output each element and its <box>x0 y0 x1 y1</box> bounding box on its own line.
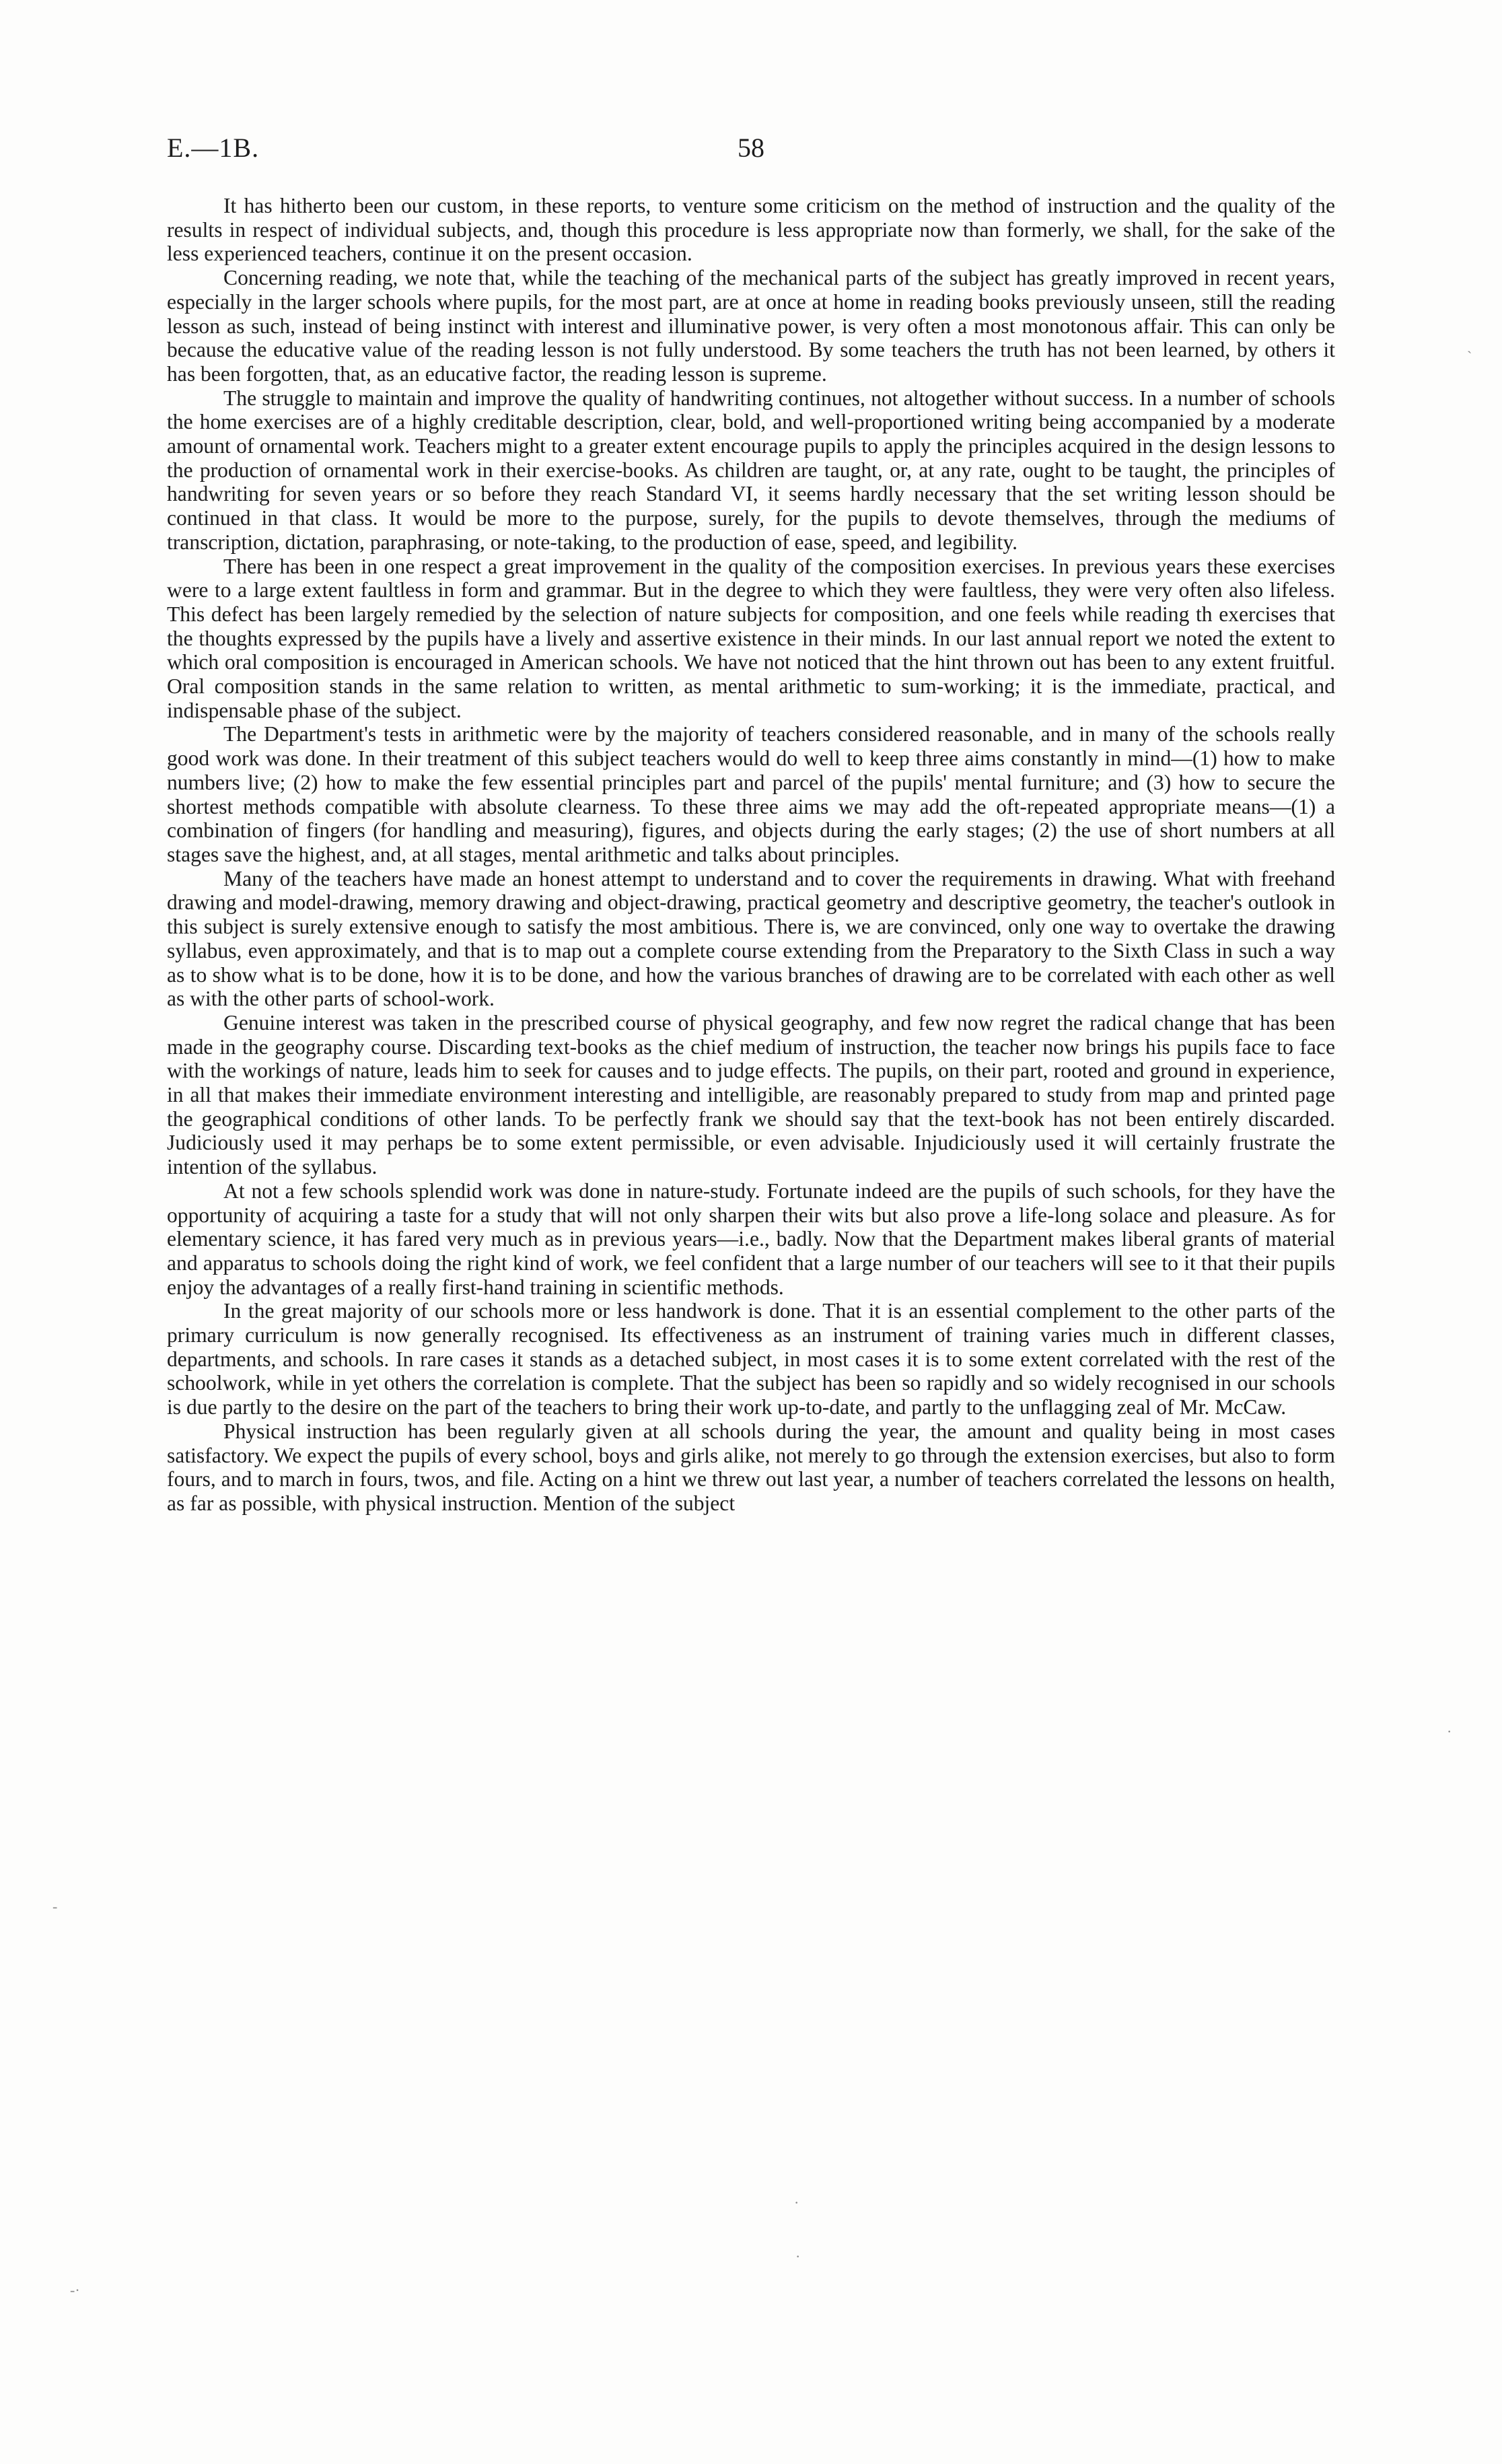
paragraph-reading: Concerning reading, we note that, while the teaching of the mechanical parts of the subject has greatly improved in recent years, especially in the larger schools where pupils, for the most part, are at once at home in reading books previously unseen, still the reading lesson as such, instead of being instinct with interest and illuminative power, is very often a most monotonous affair. This can only be because the educative value of the reading lesson is not fully understood. By some teachers the truth has not been learned, by others it has been forgotten, that, as an educative factor, the reading lesson is supreme. <box>167 266 1335 386</box>
scan-mark: · <box>1447 1723 1452 1740</box>
scan-mark: ˎ <box>1467 337 1472 353</box>
page-header <box>167 132 1335 172</box>
paragraph-physical-instruction: Physical instruction has been regularly given at all schools during the year, the amount and quality being in most cases satisfactory. We expect the pupils of every school, boys and girls alike, not merely to go through the extension exercises, but also to form fours, and to march in fours, twos, and file. Acting on a hint we threw out last year, a number of teachers correlated the lessons on health, as far as possible, with physical instruction. Mention of the subject <box>167 1419 1335 1515</box>
paragraph-nature-study: At not a few schools splendid work was done in nature-study. Fortunate indeed are the pupils of such schools, for they have the opportunity of acquiring a taste for a study that will not only sharpen their wits but also prove a life-long solace and pleasure. As for elementary science, it has fared very much as in previous years—i.e., badly. Now that the Department makes liberal grants of material and apparatus to schools doing the right kind of work, we feel confident that a large number of our teachers will see to it that their pupils enjoy the advantages of a really first-hand training in scientific methods. <box>167 1178 1335 1299</box>
report-body <box>167 194 1335 1516</box>
page-number: 58 <box>738 133 764 163</box>
document-reference: E.—1B. <box>167 133 260 163</box>
scan-mark: · <box>794 2194 799 2211</box>
paragraph-handwriting: The struggle to maintain and improve the quality of handwriting continues, not altogether without success. In a number of schools the home exercises are of a highly creditable description, clear, bold, and well-proportioned writing being accompanied by a moderate amount of ornamental work. Teachers might to a greater extent encourage pupils to apply the principles acquired in the design lessons to the production of ornamental work in their exercise-books. As children are taught, or, at any rate, ought to be taught, the principles of handwriting for seven years or so before they reach Standard VI, it seems hardly necessary that the set writing lesson should be continued in that class. It would be more to the purpose, surely, for the pupils to devote themselves, through the mediums of transcription, dictation, paraphrasing, or note-taking, to the production of ease, speed, and legibility. <box>167 386 1335 554</box>
scan-mark: -· <box>70 2282 80 2298</box>
scan-mark: · <box>795 2248 801 2265</box>
paragraph-arithmetic: The Department's tests in arithmetic were by the majority of teachers considered reasonable, and in many of the schools really good work was done. In their treatment of this subject teachers would do well to keep three aims constantly in mind—(1) how to make numbers live; (2) how to make the few essential principles part and parcel of the pupils' mental furniture; and (3) how to secure the shortest methods compatible with absolute clearness. To these three aims we may add the oft-repeated appropriate means—(1) a combination of fingers (for handling and measuring), figures, and objects during the early stages; (2) the use of short numbers at all stages save the highest, and, at all stages, mental arithmetic and talks about principles. <box>167 722 1335 866</box>
paragraph-handwork: In the great majority of our schools more or less handwork is done. That it is an essential complement to the other parts of the primary curriculum is now generally recognised. Its effectiveness as an instrument of training varies much in different classes, departments, and schools. In rare cases it stands as a detached subject, in most cases it is to some extent correlated with the rest of the schoolwork, while in yet others the correlation is complete. That the subject has been so rapidly and so widely recognised in our schools is due partly to the desire on the part of the teachers to bring their work up-to-date, and partly to the unflagging zeal of Mr. McCaw. <box>167 1299 1335 1419</box>
paragraph-drawing: Many of the teachers have made an honest attempt to understand and to cover the requirements in drawing. What with freehand drawing and model-drawing, memory drawing and object-drawing, practical geometry and descriptive geometry, the teacher's outlook in this subject is surely extensive enough to satisfy the most ambitious. There is, we are convinced, only one way to overtake the drawing syllabus, even approximately, and that is to map out a complete course extending from the Preparatory to the Sixth Class in such a way as to show what is to be done, how it is to be done, and how the various branches of drawing are to be correlated with each other as well as with the other parts of school-work. <box>167 866 1335 1011</box>
scan-mark: - <box>52 1898 58 1915</box>
paragraph-geography: Genuine interest was taken in the prescribed course of physical geography, and few now regret the radical change that has been made in the geography course. Discarding text-books as the chief medium of instruction, the teacher now brings his pupils face to face with the workings of nature, leads him to seek for causes and to judge effects. The pupils, on their part, rooted and ground in experience, in all that makes their immediate environment interesting and intelligible, are reasonably prepared to study from map and printed page the geographical conditions of other lands. To be perfectly frank we should say that the text-book has not been entirely discarded. Judiciously used it may perhaps be to some extent permissible, or even advisable. Injudiciously used it will certainly frustrate the intention of the syllabus. <box>167 1010 1335 1179</box>
paragraph-method-criticism: It has hitherto been our custom, in these reports, to venture some criticism on the method of instruction and the quality of the results in respect of individual subjects, and, though this procedure is less appropriate now than formerly, we shall, for the sake of the less experienced teachers, continue it on the present occasion. <box>167 194 1335 266</box>
paragraph-composition: There has been in one respect a great improvement in the quality of the composition exercises. In previous years these exercises were to a large extent faultless in form and grammar. But in the degree to which they were faultless, they were very often also lifeless. This defect has been largely remedied by the selection of nature subjects for composition, and one feels while reading th exercises that the thoughts expressed by the pupils have a lively and assertive existence in their minds. In our last annual report we noted the extent to which oral composition is encouraged in American schools. We have not noticed that the hint thrown out has been to any extent fruitful. Oral composition stands in the same relation to written, as mental arithmetic to sum-working; it is the immediate, practical, and indispensable phase of the subject. <box>167 554 1335 722</box>
